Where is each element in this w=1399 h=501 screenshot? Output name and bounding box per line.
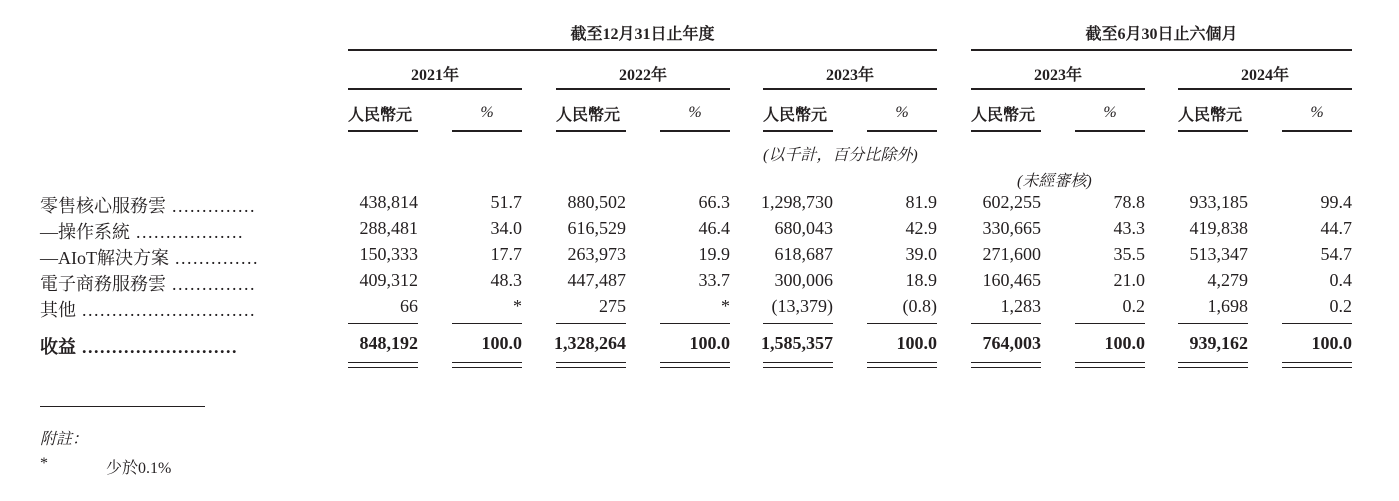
table-cell: 48.3 [490, 270, 522, 290]
year-header: 2024年 [1240, 67, 1289, 84]
col-rule [763, 130, 833, 132]
year-header: 2023年 [1033, 67, 1082, 84]
table-cell: 880,502 [567, 192, 626, 212]
double-underline [660, 362, 730, 363]
double-underline [348, 367, 418, 368]
table-cell: 271,600 [982, 244, 1041, 264]
double-underline [556, 362, 626, 363]
double-underline [1282, 367, 1352, 368]
footnote-mark: * [40, 455, 48, 472]
footnote-title: 附註： [40, 431, 89, 448]
dot-leader: .............. [175, 248, 259, 268]
footnote-text: 少於0.1% [106, 460, 172, 477]
table-cell: 78.8 [1113, 192, 1145, 212]
subtotal-rule [348, 323, 418, 324]
table-cell: 39.0 [905, 244, 937, 264]
unit-header: 人民幣元 [1178, 107, 1243, 124]
subtotal-rule [1075, 323, 1145, 324]
table-cell: 602,255 [982, 192, 1041, 212]
double-underline [348, 362, 418, 363]
table-cell: 51.7 [490, 192, 522, 212]
table-cell: 99.4 [1320, 192, 1352, 212]
year-header: 2022年 [618, 67, 667, 84]
double-underline [452, 362, 522, 363]
table-cell: * [513, 296, 522, 316]
pct-header: % [1103, 104, 1117, 121]
row-label-text: 收益 [40, 337, 76, 357]
dot-leader: ............................. [82, 300, 256, 320]
col-rule [660, 130, 730, 132]
col-rule [971, 130, 1041, 132]
table-cell: 81.9 [905, 192, 937, 212]
table-cell: 933,185 [1189, 192, 1248, 212]
table-cell: 0.4 [1329, 270, 1352, 290]
col-rule [556, 130, 626, 132]
double-underline [763, 367, 833, 368]
total-cell: 848,192 [359, 333, 418, 353]
col-rule [348, 130, 418, 132]
table-cell: 44.7 [1320, 218, 1352, 238]
table-cell: 616,529 [567, 218, 626, 238]
year-rule [763, 88, 937, 90]
dot-leader: .............. [172, 196, 256, 216]
table-cell: 513,347 [1189, 244, 1248, 264]
dot-leader: .......................... [82, 337, 238, 357]
table-cell: 54.7 [1320, 244, 1352, 264]
double-underline [660, 367, 730, 368]
table-cell: 150,333 [359, 244, 418, 264]
double-underline [971, 367, 1041, 368]
table-cell: 18.9 [905, 270, 937, 290]
col-rule [867, 130, 937, 132]
total-cell: 100.0 [689, 333, 730, 353]
total-cell: 764,003 [982, 333, 1041, 353]
double-underline [1282, 362, 1352, 363]
year-header: 2023年 [825, 67, 874, 84]
year-rule [1178, 88, 1352, 90]
subtotal-rule [1282, 323, 1352, 324]
table-cell: 160,465 [982, 270, 1041, 290]
subtotal-rule [452, 323, 522, 324]
total-cell: 1,585,357 [761, 333, 833, 353]
double-underline [556, 367, 626, 368]
table-cell: 275 [599, 296, 626, 316]
double-underline [971, 362, 1041, 363]
table-cell: 300,006 [774, 270, 833, 290]
double-underline [867, 367, 937, 368]
total-cell: 939,162 [1189, 333, 1248, 353]
table-cell: 17.7 [490, 244, 522, 264]
table-cell: 263,973 [567, 244, 626, 264]
pct-header: % [1310, 104, 1324, 121]
table-cell: (13,379) [771, 296, 833, 316]
unit-header: 人民幣元 [971, 107, 1036, 124]
table-cell: 330,665 [982, 218, 1041, 238]
table-cell: 0.2 [1329, 296, 1352, 316]
table-cell: 66 [400, 296, 418, 316]
table-cell: 33.7 [698, 270, 730, 290]
table-cell: 35.5 [1113, 244, 1145, 264]
double-underline [1075, 362, 1145, 363]
unit-header: 人民幣元 [763, 107, 828, 124]
subtotal-rule [867, 323, 937, 324]
unit-note: (以千計，百分比除外) [763, 147, 918, 164]
total-cell: 100.0 [896, 333, 937, 353]
double-underline [1178, 367, 1248, 368]
subtotal-rule [660, 323, 730, 324]
table-cell: 46.4 [698, 218, 730, 238]
double-underline [763, 362, 833, 363]
col-rule [452, 130, 522, 132]
row-label-text: 電子商務服務雲 [40, 274, 166, 294]
unaudited-note: (未經審核) [1017, 173, 1092, 190]
total-cell: 100.0 [1311, 333, 1352, 353]
table-cell: 19.9 [698, 244, 730, 264]
pct-header: % [895, 104, 909, 121]
total-label [40, 333, 238, 359]
table-cell: 1,298,730 [761, 192, 833, 212]
row-label [40, 296, 256, 322]
year-rule [971, 88, 1145, 90]
double-underline [452, 367, 522, 368]
double-underline [1075, 367, 1145, 368]
table-cell: 66.3 [698, 192, 730, 212]
dot-leader: .............. [172, 274, 256, 294]
table-cell: 288,481 [359, 218, 418, 238]
table-cell: 43.3 [1113, 218, 1145, 238]
double-underline [1178, 362, 1248, 363]
table-cell: 42.9 [905, 218, 937, 238]
pct-header: % [480, 104, 494, 121]
total-cell: 100.0 [1104, 333, 1145, 353]
double-underline [867, 362, 937, 363]
unit-header: 人民幣元 [348, 107, 413, 124]
total-cell: 1,328,264 [554, 333, 626, 353]
row-label [40, 270, 256, 296]
year-header: 2021年 [410, 67, 459, 84]
total-cell: 100.0 [481, 333, 522, 353]
unit-header: 人民幣元 [556, 107, 621, 124]
table-cell: 419,838 [1189, 218, 1248, 238]
header-rule [971, 49, 1352, 51]
row-label [40, 192, 256, 218]
table-cell: 0.2 [1122, 296, 1145, 316]
row-label-text: —操作系統 [40, 222, 130, 242]
table-cell: 447,487 [567, 270, 626, 290]
row-label-text: —AIoT解決方案 [40, 248, 169, 268]
table-cell: 409,312 [359, 270, 418, 290]
row-label-text: 其他 [40, 300, 76, 320]
pct-header: % [688, 104, 702, 121]
period-header-six-months: 截至6月30日止六個月 [1085, 26, 1238, 43]
table-cell: 680,043 [774, 218, 833, 238]
year-rule [348, 88, 522, 90]
table-cell: 34.0 [490, 218, 522, 238]
header-rule [348, 49, 937, 51]
row-label [40, 244, 259, 270]
col-rule [1178, 130, 1248, 132]
year-rule [556, 88, 730, 90]
subtotal-rule [556, 323, 626, 324]
table-cell: 438,814 [359, 192, 418, 212]
subtotal-rule [763, 323, 833, 324]
table-cell: 1,698 [1207, 296, 1248, 316]
row-label [40, 218, 244, 244]
table-cell: 1,283 [1000, 296, 1041, 316]
subtotal-rule [971, 323, 1041, 324]
table-cell: * [721, 296, 730, 316]
row-label-text: 零售核心服務雲 [40, 196, 166, 216]
subtotal-rule [1178, 323, 1248, 324]
col-rule [1282, 130, 1352, 132]
table-cell: 618,687 [774, 244, 833, 264]
period-header-annual: 截至12月31日止年度 [570, 26, 715, 43]
col-rule [1075, 130, 1145, 132]
table-cell: 4,279 [1207, 270, 1248, 290]
table-cell: 21.0 [1113, 270, 1145, 290]
footnote-rule [40, 406, 205, 407]
table-cell: (0.8) [902, 296, 937, 316]
dot-leader: .................. [136, 222, 244, 242]
